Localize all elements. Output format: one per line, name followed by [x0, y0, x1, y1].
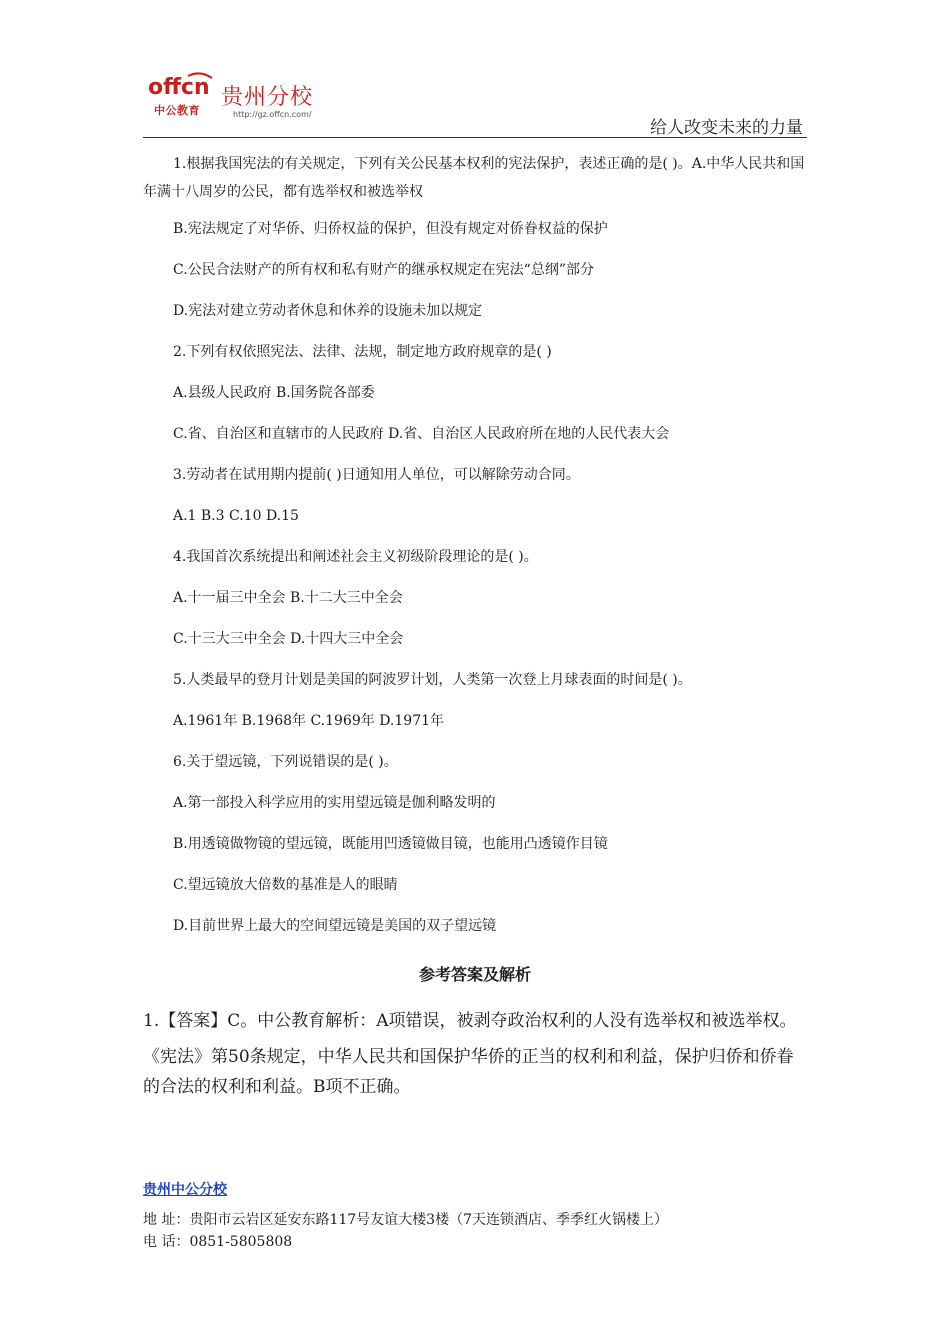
answer-section-title: 参考答案及解析	[418, 965, 531, 984]
answer-1: 1.【答案】C。中公教育解析：A项错误，被剥夺政治权利的人没有选举权和被选举权。	[143, 1011, 797, 1031]
question-5-options: A.1961年 B.1968年 C.1969年 D.1971年	[173, 713, 445, 729]
question-1-option-b: B.宪法规定了对华侨、归侨权益的保护，但没有规定对侨眷权益的保护	[173, 221, 608, 237]
offcn-logo-mark	[148, 72, 220, 102]
question-6-option-a: A.第一部投入科学应用的实用望远镜是伽利略发明的	[173, 795, 496, 811]
question-6-option-b: B.用透镜做物镜的望远镜，既能用凹透镜做目镜，也能用凸透镜作目镜	[173, 836, 608, 852]
question-1-option-d: D.宪法对建立劳动者休息和休养的设施未加以规定	[173, 303, 483, 319]
question-6-option-c: C.望远镜放大倍数的基准是人的眼睛	[173, 877, 398, 893]
header-divider	[143, 137, 807, 138]
question-6-option-d: D.目前世界上最大的空间望远镜是美国的双子望远镜	[173, 918, 497, 934]
question-5-stem: 5.人类最早的登月计划是美国的阿波罗计划，人类第一次登上月球表面的时间是( )。	[173, 672, 692, 688]
question-2-stem: 2.下列有权依照宪法、法律、法规，制定地方政府规章的是( )	[173, 344, 552, 360]
svg-text:offcn: offcn	[148, 75, 210, 100]
offcn-logo-cn: 中公教育	[154, 104, 200, 117]
question-6-stem: 6.关于望远镜，下列说错误的是( )。	[173, 754, 398, 770]
question-3-stem: 3.劳动者在试用期内提前( )日通知用人单位，可以解除劳动合同。	[173, 467, 580, 483]
slogan: 给人改变未来的力量	[650, 118, 803, 138]
branch-name: 贵州分校	[221, 85, 314, 110]
question-1-stem: 1.根据我国宪法的有关规定，下列有关公民基本权利的宪法保护，表述正确的是( )。A.中华人民共和国年满十八周岁的公民，都有选举权和被选举权	[143, 156, 805, 200]
page-footer	[143, 1180, 807, 1254]
question-4-stem: 4.我国首次系统提出和阐述社会主义初级阶段理论的是( )。	[173, 549, 538, 565]
footer-address: 地 址：贵阳市云岩区延安东路117号友谊大楼3楼（7天连锁酒店、季季红火锅楼上）	[143, 1212, 668, 1228]
branch-url[interactable]: http://gz.offcn.com/	[233, 110, 312, 119]
answer-1-detail: 《宪法》第50条规定，中华人民共和国保护华侨的正当的权利和利益，保护归侨和侨眷的合法的权利和利益。B项不正确。	[143, 1047, 794, 1097]
footer-branch-link[interactable]: 贵州中公分校	[143, 1182, 227, 1198]
question-2-options-ab: A.县级人民政府 B.国务院各部委	[173, 385, 375, 401]
question-2-options-cd: C.省、自治区和直辖市的人民政府 D.省、自治区人民政府所在地的人民代表大会	[173, 426, 670, 442]
question-list	[143, 150, 807, 957]
question-4-options-cd: C.十三大三中全会 D.十四大三中全会	[173, 631, 404, 647]
question-1-option-c: C.公民合法财产的所有权和私有财产的继承权规定在宪法“总纲”部分	[173, 262, 594, 278]
footer-phone: 电 话：0851-5805808	[143, 1234, 293, 1250]
answer-section	[143, 1006, 807, 1108]
question-4-options-ab: A.十一届三中全会 B.十二大三中全会	[173, 590, 403, 606]
question-3-options: A.1 B.3 C.10 D.15	[173, 508, 299, 524]
page-header	[143, 68, 807, 138]
